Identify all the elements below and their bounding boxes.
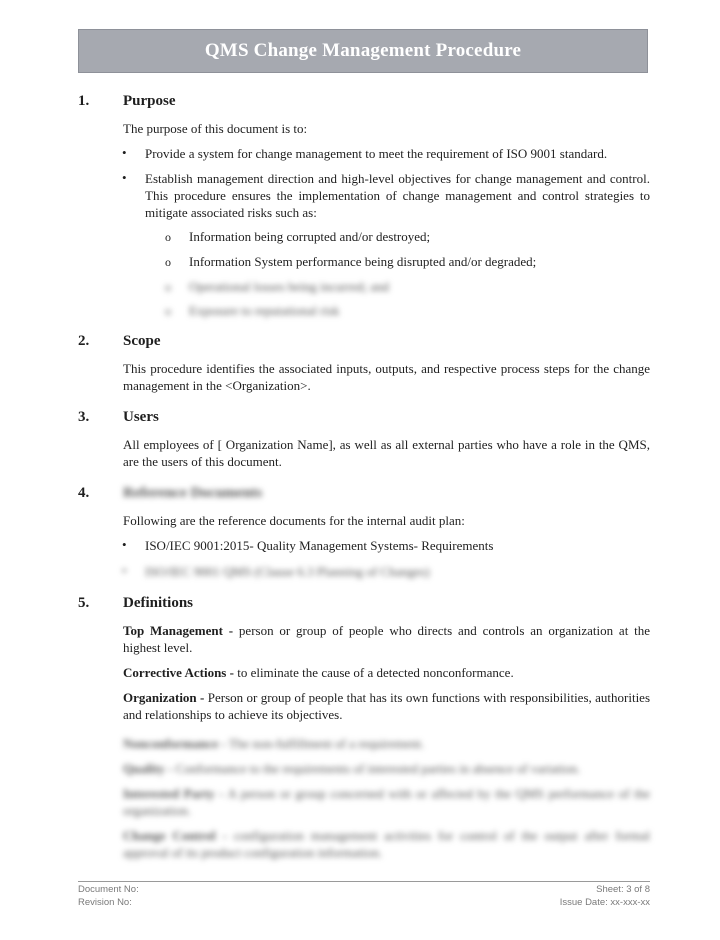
definition-text: person or group of people who directs and controls an organization at the highest level. <box>123 623 651 655</box>
section-number-users: 3. <box>78 409 90 425</box>
section-title-purpose: Purpose <box>123 93 176 109</box>
definition-item-blurred <box>123 785 650 819</box>
definition-term: Nonconformance - <box>123 736 226 751</box>
footer-issue-date: Issue Date: xx-xxx-xx <box>559 897 650 908</box>
purpose-bullet: Establish management direction and high-level objectives for change management and control. This procedure ensures the implementation of change management and control strategies to mitigate associated risks such as: <box>145 171 650 220</box>
definition-term: Change Control - <box>123 828 227 843</box>
section-title-definitions: Definitions <box>123 595 194 611</box>
definition-text: Person or group of people that has its own functions with responsibilities, authorities and relationships to achieve its objectives. <box>123 690 651 722</box>
definition-item-blurred <box>123 760 650 777</box>
sub-bullet-glyph: o <box>165 230 171 244</box>
definition-item <box>123 689 650 723</box>
bullet-glyph: • <box>122 145 127 160</box>
footer-divider <box>78 881 650 882</box>
definition-text: to eliminate the cause of a detected nonconformance. <box>233 665 514 680</box>
definition-term: Organization - <box>123 690 205 705</box>
footer-revision-no: Revision No: <box>78 897 132 908</box>
scope-text: This procedure identifies the associated inputs, outputs, and respective process steps for the change management in the <Organization>. <box>123 361 650 393</box>
section-title-references-blurred: Reference Documents <box>123 485 263 501</box>
bullet-glyph: • <box>122 537 127 552</box>
purpose-sub-bullet-blurred: Exposure to reputational risk <box>189 303 340 318</box>
document-title: QMS Change Management Procedure <box>204 40 522 61</box>
definition-item-blurred <box>123 735 650 752</box>
definition-item-blurred <box>123 827 650 861</box>
purpose-bullet: Provide a system for change management to meet the requirement of ISO 9001 standard. <box>145 146 608 161</box>
section-title-users: Users <box>123 409 159 425</box>
bullet-glyph: • <box>122 563 127 578</box>
sub-bullet-glyph: o <box>165 255 171 269</box>
footer-sheet: Sheet: 3 of 8 <box>596 884 650 895</box>
reference-item-blurred: ISO/IEC 9001 QMS (Clause 6.3 Planning of Changes) <box>145 564 430 579</box>
definition-item <box>123 664 650 681</box>
definition-term: Interested Party - <box>123 786 224 801</box>
section-number-references: 4. <box>78 485 90 501</box>
sub-bullet-glyph: o <box>165 304 171 318</box>
definition-text: The non-fulfillment of a requirement. <box>225 736 425 751</box>
purpose-sub-bullet-blurred: Operational losses being incurred; and <box>189 279 389 294</box>
definition-item <box>123 622 650 656</box>
purpose-sub-bullet: Information System performance being disrupted and/or degraded; <box>189 254 537 269</box>
definition-text: Conformance to the requirements of interested parties in absence of variation. <box>172 761 581 776</box>
users-text: All employees of [ Organization Name], as well as all external parties who have a role in the QMS, are the users of this document. <box>123 437 650 469</box>
sub-bullet-glyph: o <box>165 280 171 294</box>
section-number-definitions: 5. <box>78 595 90 611</box>
definition-text: A person or group concerned with or affected by the QMS performance of the organization. <box>123 786 650 818</box>
purpose-sub-bullet: Information being corrupted and/or destroyed; <box>189 229 431 244</box>
definition-term: Quality - <box>123 761 173 776</box>
definition-text: configuration management activities for control of the output after formal approval of its product configuration information. <box>123 828 650 860</box>
section-number-purpose: 1. <box>78 93 90 109</box>
reference-item: ISO/IEC 9001:2015- Quality Management Systems- Requirements <box>145 538 494 553</box>
purpose-intro: The purpose of this document is to: <box>123 121 308 136</box>
section-title-scope: Scope <box>123 333 161 349</box>
references-intro: Following are the reference documents for the internal audit plan: <box>123 513 465 528</box>
bullet-glyph: • <box>122 170 127 185</box>
definition-term: Top Management - <box>123 623 234 638</box>
document-title-bar <box>78 29 648 73</box>
section-number-scope: 2. <box>78 333 90 349</box>
definition-term: Corrective Actions - <box>123 665 234 680</box>
footer-document-no: Document No: <box>78 884 139 895</box>
